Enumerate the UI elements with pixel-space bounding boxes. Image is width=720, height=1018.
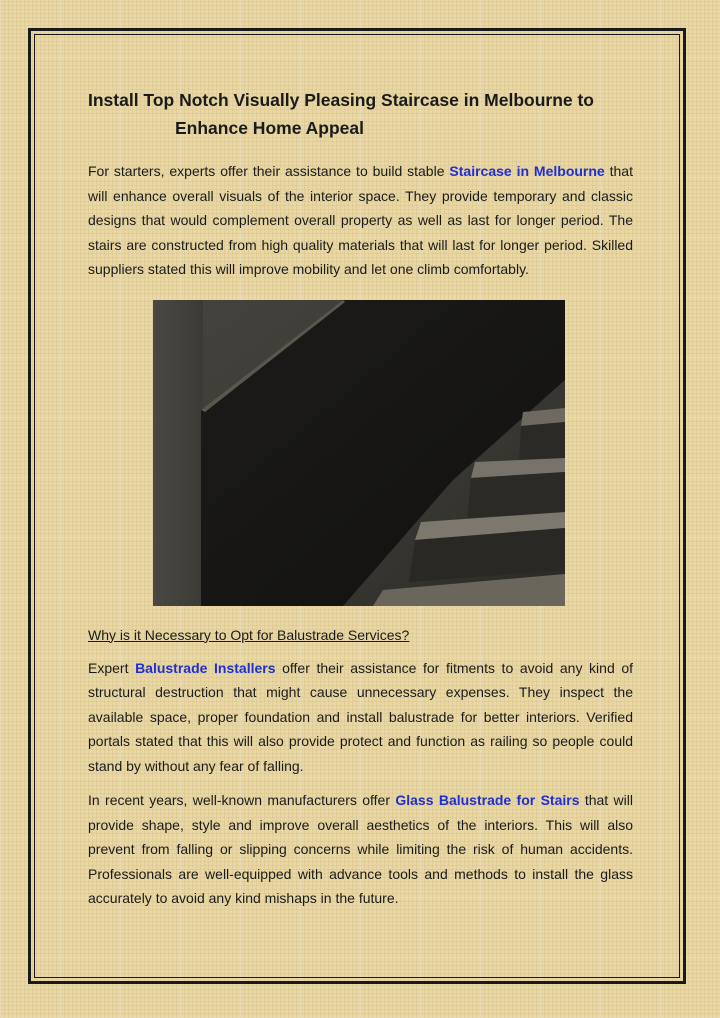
- glass-text-before: In recent years, well-known manufacturers offer: [88, 792, 396, 808]
- document-body: [88, 86, 633, 911]
- balustrade-subheading: Why is it Necessary to Opt for Balustrade Services?: [88, 626, 410, 643]
- intro-text-after: that will enhance overall visuals of the interior space. They provide temporary and classic designs that would complement overall property as well as last for longer period. The stairs are constructed from high quality materials that will last for longer period. Skilled suppliers stated this will improve mobility and let one climb comfortably.: [88, 163, 633, 277]
- balustrade-installers-link[interactable]: Balustrade Installers: [135, 659, 276, 676]
- balustrade-text-before: Expert: [88, 659, 136, 676]
- staircase-melbourne-link[interactable]: Staircase in Melbourne: [449, 163, 605, 179]
- balustrade-paragraph: [88, 656, 633, 779]
- balustrade-text-after: offer their assistance for fitments to avoid any kind of structural destruction that might cause unnecessary expenses. They inspect the available space, proper foundation and install balustrade for better interiors. Verified portals stated that this will also provide protect and function as railing so people could stand by without any fear of falling.: [88, 659, 633, 774]
- intro-paragraph: [88, 159, 633, 282]
- intro-text-before: For starters, experts offer their assistance to build stable: [88, 163, 450, 179]
- page-title-line1: Install Top Notch Visually Pleasing Staircase in Melbourne to: [88, 90, 594, 110]
- page-title: [88, 86, 633, 142]
- staircase-photo: [153, 300, 565, 606]
- glass-text-after: that will provide shape, style and improve overall aesthetics of the interiors. This will also prevent from falling or slipping concerns while limiting the risk of human accidents. Professionals are well-equipped with advance tools and methods to install the glass accurately to avoid any kind mishaps in the future.: [88, 792, 633, 906]
- glass-balustrade-link[interactable]: Glass Balustrade for Stairs: [395, 792, 580, 808]
- glass-balustrade-paragraph: [88, 788, 633, 911]
- page-title-line2: Enhance Home Appeal: [175, 118, 364, 138]
